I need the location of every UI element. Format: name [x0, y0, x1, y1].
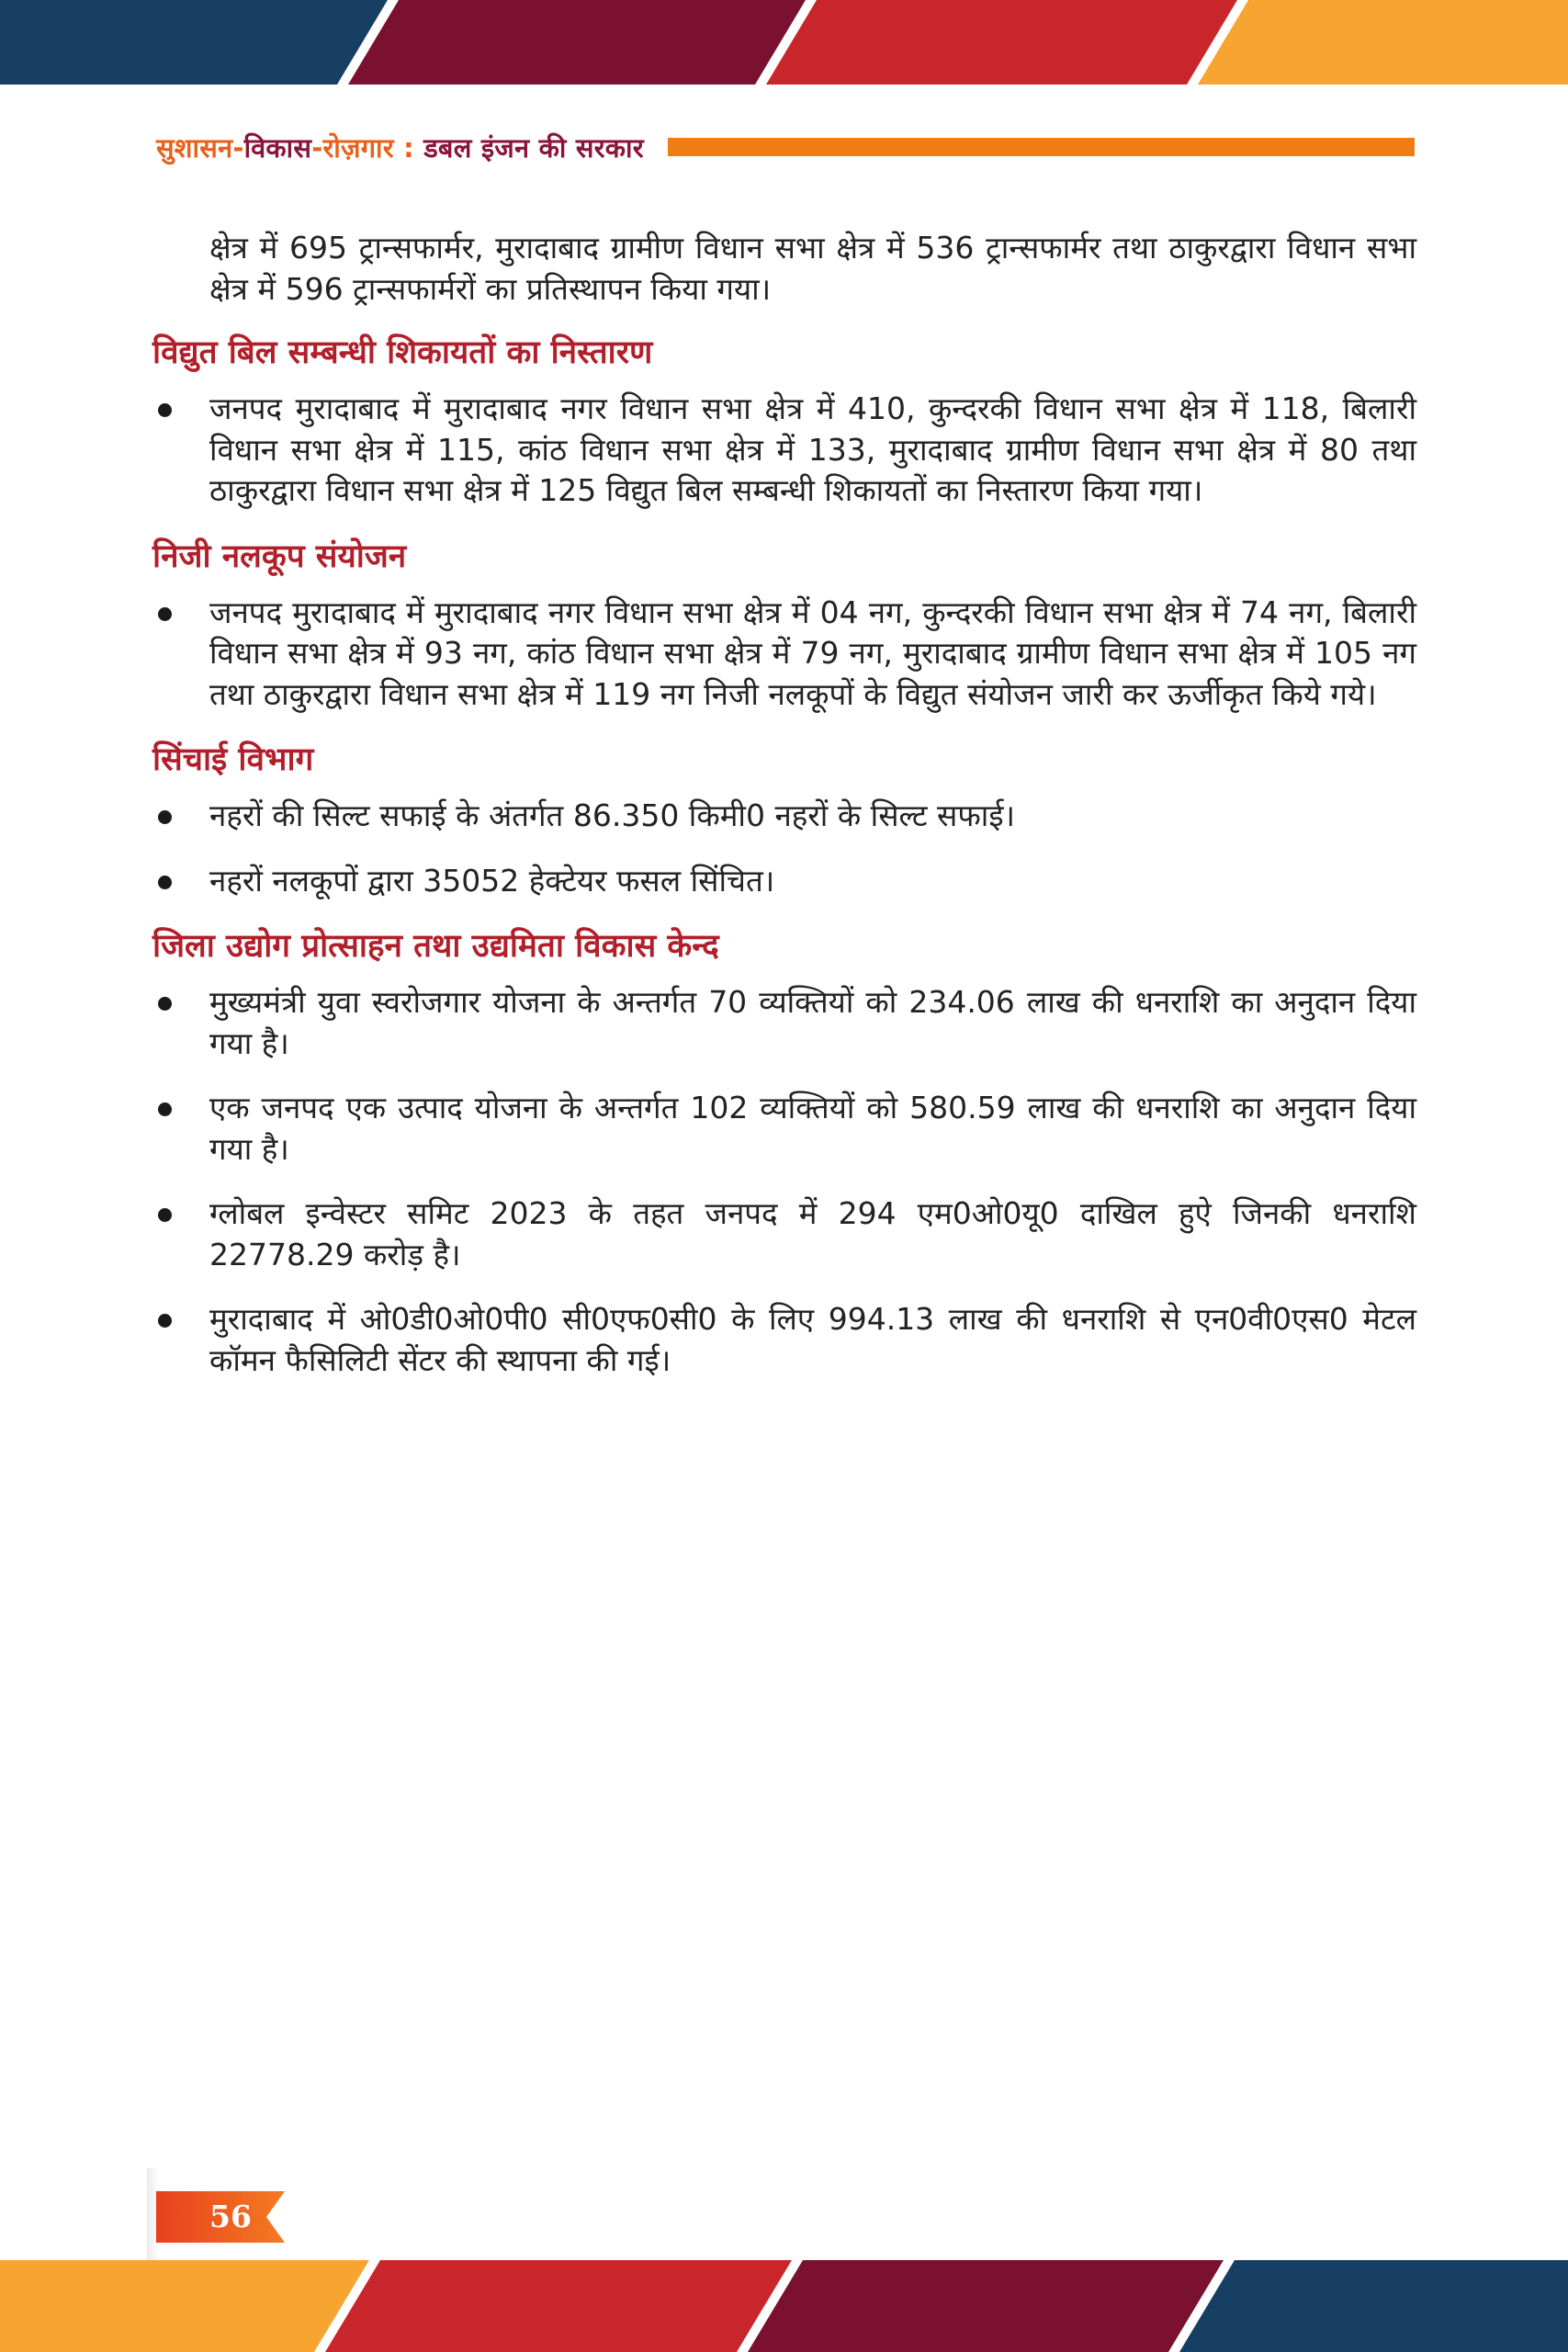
bullet-dot-icon — [158, 607, 172, 621]
list-item-text: नहरों नलकूपों द्वारा 35052 हेक्टेयर फसल सिंचित। — [209, 862, 775, 899]
list-item-text: एक जनपद एक उत्पाद योजना के अन्तर्गत 102 व्यक्तियों को 580.59 लाख की धनराशि का अनुदान दिया गया है। — [209, 1090, 1416, 1167]
intro-paragraph: क्षेत्र में 695 ट्रान्सफार्मर, मुरादाबाद ग्रामीण विधान सभा क्षेत्र में 536 ट्रान्सफार्मर तथा ठाकुरद्वारा विधान सभा क्षेत्र में 596 ट्रान्सफार्मरों का प्रतिस्थापन किया गया। — [209, 230, 1416, 307]
bullet-dot-icon — [158, 810, 172, 824]
list-item-text: जनपद मुरादाबाद में मुरादाबाद नगर विधान सभा क्षेत्र में 410, कुन्दरकी विधान सभा क्षेत्र में 118, बिलारी विधान सभा क्षेत्र में 115, कांठ विधान सभा क्षेत्र में 133, मुरादाबाद ग्रामीण विधान सभा क्षेत्र में 80 तथा ठाकुरद्वारा विधान सभा क्षेत्र में 125 विद्युत बिल सम्बन्धी शिकायतों का निस्तारण किया गया। — [209, 390, 1416, 508]
header-part-4: डबल इंजन की सरकार — [423, 131, 644, 164]
bottom-band-maroon — [744, 2260, 1231, 2352]
list-item — [152, 796, 1416, 837]
bullet-dot-icon — [158, 1208, 172, 1222]
section-title: सिंचाई विभाग — [152, 741, 314, 778]
section-electricity-bill-complaints — [152, 332, 1416, 512]
header-part-3: -रोज़गार : — [311, 131, 424, 164]
bullet-dot-icon — [158, 876, 172, 889]
section-title: जिला उद्योग प्रोत्साहन तथा उद्यमिता विकास केन्द — [152, 927, 719, 965]
list-item — [152, 1299, 1416, 1381]
header-part-2: विकास — [243, 131, 312, 164]
list-item-text: मुख्यमंत्री युवा स्वरोजगार योजना के अन्तर्गत 70 व्यक्तियों को 234.06 लाख की धनराशि का अनुदान दिया गया है। — [209, 984, 1416, 1061]
section-private-tubewell-connection — [152, 536, 1416, 716]
top-band-maroon — [344, 0, 813, 85]
top-band-navy — [0, 0, 395, 85]
bullet-dot-icon — [158, 1102, 172, 1116]
bullet-dot-icon — [158, 1314, 172, 1328]
list-item — [152, 1088, 1416, 1170]
list-item-text: नहरों की सिल्ट सफाई के अंतर्गत 86.350 किमी0 नहरों के सिल्ट सफाई। — [209, 797, 1016, 833]
bullet-dot-icon — [158, 403, 172, 417]
list-item — [152, 1193, 1416, 1275]
running-header — [156, 129, 1415, 165]
list-item — [152, 982, 1416, 1064]
bottom-band-navy — [1176, 2260, 1568, 2352]
top-band-amber — [1194, 0, 1568, 85]
bottom-band-red — [321, 2260, 799, 2352]
bottom-band-amber — [0, 2260, 377, 2352]
section-irrigation-department — [152, 739, 1416, 901]
list-item — [152, 593, 1416, 716]
bullet-dot-icon — [158, 997, 172, 1011]
page-number: 56 — [209, 2199, 252, 2234]
page-number-badge — [156, 2191, 285, 2243]
header-orange-rule — [668, 138, 1415, 156]
list-item — [152, 389, 1416, 512]
bottom-decorative-band — [0, 2260, 1568, 2352]
list-item — [152, 861, 1416, 902]
list-item-text: जनपद मुरादाबाद में मुरादाबाद नगर विधान सभा क्षेत्र में 04 नग, कुन्दरकी विधान सभा क्षेत्र में 74 नग, बिलारी विधान सभा क्षेत्र में 93 नग, कांठ विधान सभा क्षेत्र में 79 नग, मुरादाबाद ग्रामीण विधान सभा क्षेत्र में 105 नग तथा ठाकुरद्वारा विधान सभा क्षेत्र में 119 नग निजी नलकूपों के विद्युत संयोजन जारी कर ऊर्जीकृत किये गये। — [209, 594, 1416, 712]
running-header-title — [156, 130, 644, 165]
section-title: विद्युत बिल सम्बन्धी शिकायतों का निस्तारण — [152, 334, 653, 371]
header-part-1: सुशासन- — [156, 131, 244, 164]
section-district-industry-centre — [152, 925, 1416, 1381]
list-item-text: ग्लोबल इन्वेस्टर समिट 2023 के तहत जनपद में 294 एम0ओ0यू0 दाखिल हुऐ जिनकी धनराशि 22778.29 करोड़ है। — [209, 1195, 1416, 1272]
page-content — [152, 228, 1416, 1405]
list-item-text: मुरादाबाद में ओ0डी0ओ0पी0 सी0एफ0सी0 के लिए 994.13 लाख की धनराशि से एन0वी0एस0 मेटल कॉमन फैसिलिटी सेंटर की स्थापना की गई। — [209, 1301, 1416, 1378]
section-title: निजी नलकूप संयोजन — [152, 537, 407, 575]
top-decorative-band — [0, 0, 1568, 85]
top-band-red — [762, 0, 1245, 85]
